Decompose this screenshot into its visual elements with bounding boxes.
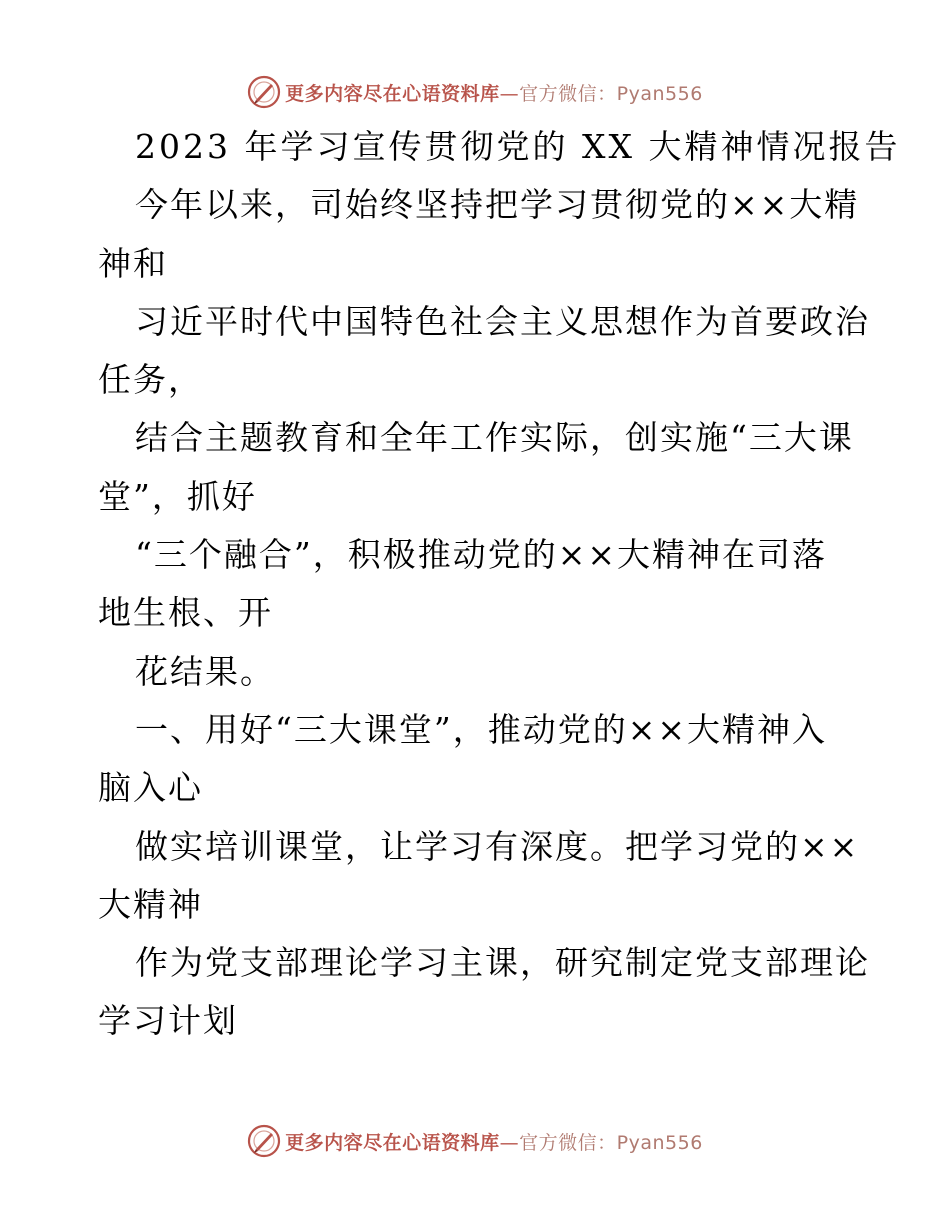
text-line: 任务， xyxy=(98,360,203,400)
watermark-dash: — xyxy=(499,1131,520,1154)
watermark-dash: — xyxy=(499,82,520,105)
section-heading: 一、用好“三大课堂”，推动党的××大精神入 xyxy=(135,709,828,749)
text-line: 学习计划 xyxy=(98,1001,238,1041)
text-line: 今年以来，司始终坚持把学习贯彻党的××大精 xyxy=(135,185,860,225)
watermark-brand: 更多内容尽在心语资料库 xyxy=(285,1131,500,1154)
text-line: 作为党支部理论学习主课，研究制定党支部理论 xyxy=(135,943,870,983)
text-line: 脑入心 xyxy=(98,768,203,808)
text-line: “三个融合”，积极推动党的××大精神在司落 xyxy=(135,535,828,575)
watermark-wechat: 官方微信：Pyan556 xyxy=(519,82,703,105)
text-line: 大精神 xyxy=(98,884,203,924)
text-line: 地生根、开 xyxy=(98,593,273,633)
text-line: 神和 xyxy=(98,243,168,283)
watermark-footer xyxy=(0,1121,950,1161)
text-line: 做实培训课堂，让学习有深度。把学习党的×× xyxy=(135,826,860,866)
text-line: 花结果。 xyxy=(135,651,275,691)
quill-logo-icon xyxy=(247,1124,281,1158)
watermark-header xyxy=(0,72,950,112)
document-body xyxy=(98,118,901,1051)
text-line: 习近平时代中国特色社会主义思想作为首要政治 xyxy=(135,301,870,341)
watermark-text xyxy=(285,79,703,106)
document-title: 2023 年学习宣传贯彻党的 XX 大精神情况报告 xyxy=(135,127,901,166)
quill-logo-icon xyxy=(247,75,281,109)
text-line: 结合主题教育和全年工作实际，创实施“三大课 xyxy=(135,418,854,458)
text-line: 堂”，抓好 xyxy=(98,476,257,516)
watermark-wechat: 官方微信：Pyan556 xyxy=(519,1131,703,1154)
watermark-brand: 更多内容尽在心语资料库 xyxy=(285,82,500,105)
watermark-text xyxy=(285,1128,703,1155)
